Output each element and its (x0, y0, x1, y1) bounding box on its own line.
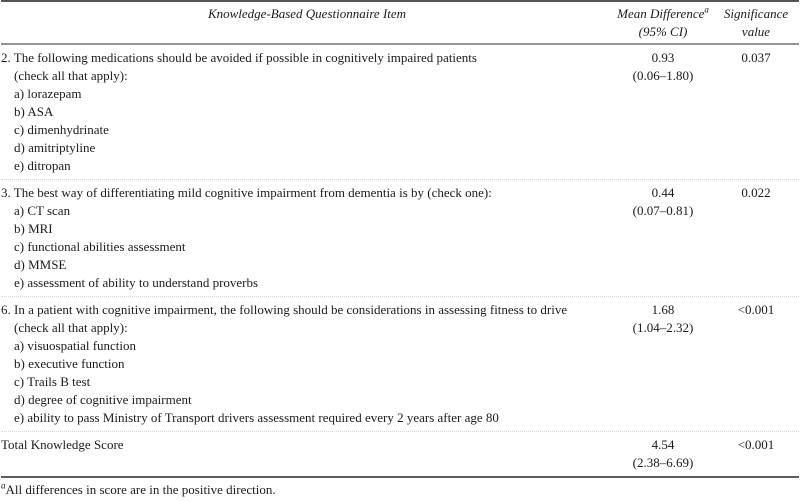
column-header-mean-text: Mean Difference (617, 6, 705, 21)
question-cell (1, 301, 613, 427)
column-header-sig-line2: value (741, 24, 771, 39)
table-header-row (1, 2, 799, 45)
answer-option: e) ability to pass Ministry of Transport drivers assessment required every 2 years after age 80 (14, 410, 499, 425)
answer-option: a) visuospatial function (14, 338, 137, 353)
answer-option: a) lorazepam (14, 86, 82, 101)
confidence-interval: (0.07–0.81) (632, 203, 694, 218)
answer-option: d) degree of cognitive impairment (14, 392, 192, 407)
mean-difference-cell (613, 301, 713, 337)
significance-cell (713, 184, 799, 202)
column-header-mean-line1 (613, 5, 713, 23)
answer-option: c) Trails B test (14, 374, 91, 389)
answer-option: b) MRI (14, 221, 53, 236)
answer-option: b) executive function (14, 356, 125, 371)
table-row-question-3 (1, 179, 799, 296)
column-header-item: Knowledge-Based Questionnaire Item (207, 6, 407, 21)
mean-difference-cell (613, 184, 713, 220)
significance-cell (713, 436, 799, 454)
answer-option: a) CT scan (14, 203, 71, 218)
question-cell (1, 184, 613, 292)
footnote-marker: a (1, 480, 6, 491)
mean-difference-cell (613, 49, 713, 85)
significance-cell (713, 49, 799, 67)
significance-value: <0.001 (737, 302, 775, 317)
column-header-sig-line1: Significance (723, 6, 789, 21)
table-row-question-6 (1, 296, 799, 431)
question-title: 2. The following medications should be avoided if possible in cognitively impaired patients (1, 50, 477, 65)
total-label: Total Knowledge Score (1, 437, 124, 452)
question-subtitle: (check all that apply): (14, 320, 128, 335)
answer-option: e) ditropan (14, 158, 71, 173)
significance-cell (713, 301, 799, 319)
confidence-interval: (1.04–2.32) (632, 320, 694, 335)
column-header-mean-cell (613, 5, 713, 41)
question-cell (1, 49, 613, 175)
mean-value: 4.54 (651, 437, 675, 452)
footnote-text: All differences in score are in the positive direction. (5, 482, 276, 497)
answer-option: c) functional abilities assessment (14, 239, 186, 254)
question-subtitle: (check all that apply): (14, 68, 128, 83)
table-row-question-2 (1, 45, 799, 179)
footnote-marker-header: a (704, 4, 709, 15)
knowledge-questionnaire-table (1, 0, 799, 476)
answer-option: c) dimenhydrinate (14, 122, 109, 137)
significance-value: 0.022 (741, 185, 771, 200)
mean-value: 0.44 (651, 185, 675, 200)
column-header-mean-line2: (95% CI) (638, 24, 688, 39)
confidence-interval: (0.06–1.80) (632, 68, 694, 83)
significance-value: <0.001 (737, 437, 775, 452)
answer-option: e) assessment of ability to understand proverbs (14, 275, 259, 290)
significance-value: 0.037 (741, 50, 771, 65)
answer-option: d) MMSE (14, 257, 67, 272)
answer-option: d) amitriptyline (14, 140, 96, 155)
confidence-interval: (2.38–6.69) (632, 455, 694, 470)
column-header-sig-cell (713, 5, 799, 41)
table-footnote (1, 476, 799, 499)
table-row-total-score (1, 431, 799, 476)
question-title: 3. The best way of differentiating mild cognitive impairment from dementia is by (check one): (1, 185, 492, 200)
column-header-item-cell (1, 5, 613, 23)
answer-option: b) ASA (14, 104, 54, 119)
mean-value: 1.68 (651, 302, 675, 317)
mean-difference-cell (613, 436, 713, 472)
mean-value: 0.93 (651, 50, 675, 65)
question-title: 6. In a patient with cognitive impairment, the following should be considerations in assessing fitness to drive (1, 302, 568, 317)
total-label-cell (1, 436, 613, 454)
